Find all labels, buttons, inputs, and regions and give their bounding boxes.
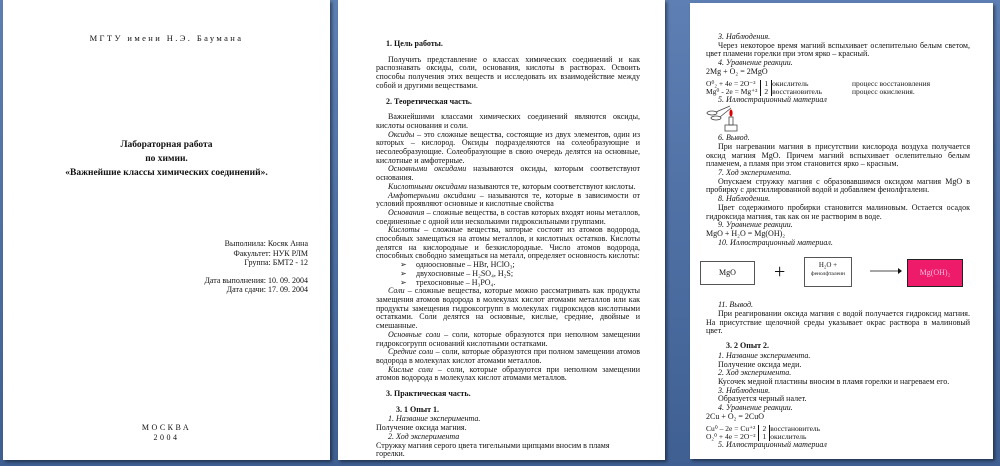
text-segment: 9. Уравнение реакции.: [718, 220, 793, 230]
redox-cell: Mg⁰ - 2e = Mg⁺²: [706, 86, 758, 96]
text-segment: При реагировании оксида магния с водой получается гидроксид магния. На присутствие щелочной среды указывает окрас раствора в малиновый цвет.: [706, 309, 970, 336]
water-label: H₂O +: [818, 261, 838, 270]
reaction-diagram: [706, 251, 970, 295]
text-segment: 3. Наблюдения.: [718, 32, 771, 41]
text-segment: 3. Практическая часть.: [386, 389, 471, 399]
tongs-burner-illustration: [706, 104, 970, 134]
section-heading: [386, 98, 640, 107]
phenolphthalein-label: фенолфталеин: [811, 271, 845, 278]
text-segment: MgO + H₂O = Mg(OH)₂: [706, 228, 786, 238]
text-segment: Стружку магния серого цвета тигельными щипцами вносим в пламя горелки.: [376, 440, 610, 459]
plus-sign: +: [774, 261, 786, 284]
text-segment: Опускаем стружку магния с образовавшимся оксидом магния MgO в пробирку с дистиллированной водой и добавляем фенолфталеин.: [706, 176, 970, 195]
redox-cell: 1: [759, 433, 770, 441]
term: Средние соли: [388, 347, 434, 357]
redox-cell: O⁰₂ + 4e = 2O⁻²: [706, 78, 756, 88]
author-info: [204, 239, 308, 295]
text-segment: 3. Наблюдения.: [718, 385, 771, 395]
text-line: [706, 413, 970, 422]
section-heading: [386, 40, 640, 49]
step-label: [706, 96, 970, 105]
redox-cell: окислитель: [770, 431, 807, 441]
redox-cell: восстановитель: [772, 86, 822, 96]
text-segment: 4. Уравнение реакции.: [718, 403, 793, 413]
text-segment: 10. Иллюстрационный материал.: [718, 237, 833, 247]
city: МОСКВА: [141, 423, 192, 432]
author: Выполнила: Косяк Анна: [224, 239, 308, 248]
university-name: МГТУ имени Н.Э. Баумана: [89, 33, 244, 43]
bullet-arrow-icon: ➢: [400, 260, 407, 270]
tongs-burner-icon: [706, 104, 766, 134]
paragraph: [376, 331, 640, 348]
term: Основания: [388, 207, 425, 217]
text-line: [376, 442, 640, 459]
redox-cell: 2: [761, 88, 772, 96]
text-segment: 5. Иллюстрационный материал: [718, 94, 827, 104]
text-segment: одноосновные – HBr, HClO₃;: [416, 260, 515, 270]
text-segment: Важнейшими классами химических соединений являются оксиды, кислоты основания и соли.: [376, 112, 640, 130]
paragraph: [706, 204, 970, 221]
term: Амфотерными оксидами: [388, 190, 476, 200]
paragraph: [376, 287, 640, 331]
city-year: [3, 423, 330, 443]
text-segment: называются те, которым соответствуют кислоты.: [466, 181, 636, 191]
title-line: по химии.: [145, 154, 188, 164]
text-segment: 11. Вывод.: [718, 300, 754, 310]
text-segment: 2. Ход эксперимента: [388, 431, 460, 441]
year: 2004: [153, 433, 180, 442]
arrow-icon: [870, 267, 902, 278]
text-segment: Получение оксида магния.: [376, 423, 467, 433]
step-label: [706, 239, 970, 248]
text-segment: называются оксиды, которым соответствуют основания.: [376, 164, 641, 183]
title-page: [3, 0, 330, 460]
text-segment: – сложные вещества, которые состоят из атомов водорода, способных замещаться на атомы металлов, и кислотных остатков. Кислоты делятся на кислородные и безкислородные. Число атомов водорода, способных свободно замещаться на металл, определяет основность кислоты:: [376, 225, 640, 261]
paragraph: [706, 42, 970, 59]
report-title: [3, 138, 330, 180]
title-line: «Важнейшие классы химических соединений».: [65, 168, 268, 178]
paragraph: [376, 192, 640, 209]
water-phenolphthalein-box: [804, 257, 852, 287]
page-3-content: [706, 33, 970, 449]
paragraph: [376, 366, 640, 383]
date-submitted: Дата сдачи: 17. 09. 2004: [226, 285, 308, 294]
text-segment: Образуется черный налет.: [718, 394, 807, 404]
bullet-item: [376, 279, 640, 288]
paragraph: [706, 310, 970, 336]
bullet-arrow-icon: ➢: [400, 268, 407, 278]
text-segment: двухосновные – H₂SO₄, H₂S;: [416, 268, 514, 278]
text-segment: 2. Ход эксперимента.: [718, 368, 792, 378]
redox-cell: Cu⁰ – 2e = Cu⁺²: [706, 423, 756, 433]
text-segment: – соли, которые образуются при неполном замещении гидроксогрупп оснований кислотными остатками.: [376, 329, 640, 348]
redox-cell: 1: [761, 80, 772, 88]
faculty: Факультет: НУК РЛМ: [233, 248, 308, 258]
page-3: [690, 3, 993, 459]
title-line: Лабораторная работа: [120, 140, 213, 150]
redox-table: [706, 425, 850, 441]
redox-cell: процесс восстановления: [851, 78, 931, 88]
text-segment: 1. Название эксперимента.: [388, 414, 481, 424]
group: Группа: БМТ2 - 12: [244, 258, 308, 267]
mg-oh2-box: Mg(OH)₂: [907, 259, 963, 287]
paragraph: [706, 143, 970, 169]
text-segment: 3. 2 Опыт 2.: [726, 341, 770, 351]
text-segment: трехосновные – H₃PO₄.: [416, 277, 496, 287]
text-segment: Получение оксида меди.: [718, 359, 802, 369]
paragraph: [376, 113, 640, 130]
subsection-heading: [726, 342, 970, 351]
text-segment: 6. Вывод.: [718, 133, 750, 143]
redox-table: [706, 80, 934, 96]
text-segment: – называются те, которые в зависимости от условий проявляют основные и кислотные свойства: [376, 190, 640, 209]
section-heading: [386, 390, 640, 399]
bullet-arrow-icon: ➢: [400, 277, 407, 287]
text-segment: Кусочек медной пластины вносим в пламя горелки и нагреваем его.: [718, 376, 950, 386]
text-segment: – это сложные вещества, состоящие из двух элементов, один из которых – кислород. Оксиды подразделяются на солеобразующие и несолеобразующие. Солеобразующие в свою очередь делятся на основные, кислотные и амфотерные.: [376, 129, 640, 165]
term: Соли: [388, 286, 405, 296]
text-segment: 1. Цель работы.: [386, 39, 443, 48]
page-2-content: [376, 33, 640, 459]
paragraph: [376, 226, 640, 261]
term: Оксиды: [388, 129, 415, 139]
paragraph: [706, 178, 970, 195]
text-segment: Через некоторое время магний вспыхивает ослепительно белым светом, цвет пламени горелки при этом ярко – красный.: [706, 40, 970, 59]
text-segment: 5. Иллюстрационный материал: [718, 439, 827, 449]
text-segment: 2Cu + O₂ = 2CuO: [706, 411, 765, 421]
paragraph: [376, 348, 640, 365]
step-label: [706, 441, 970, 450]
text-segment: 1. Название эксперимента.: [718, 350, 811, 360]
redox-cell: восстановитель: [770, 423, 821, 433]
redox-cell: 2: [759, 425, 770, 433]
text-segment: 8. Наблюдения.: [718, 194, 771, 204]
text-segment: При нагревании магния в присутствии кислорода воздуха получается оксид магния MgO. Причем магний вспыхивает ослепительно белым пламенем, а пламя при этом становится ярко – красным.: [706, 141, 970, 169]
mgo-box: MgO: [700, 261, 755, 285]
text-segment: Получить представление о классах химических соединений и как распознавать оксиды, соли, основания, кислоты в растворах. Освоить способы получения этих веществ и исследовать их взаимодействие между собой и другими веществами.: [376, 54, 640, 90]
term: Основными оксидами: [388, 164, 467, 174]
page-2: [338, 0, 665, 460]
redox-cell: O₂⁰ + 4e = 2O⁻²: [706, 431, 756, 441]
subsection-heading: [396, 406, 640, 415]
term: Кислоты: [388, 225, 420, 235]
text-segment: – сложные вещества, которые можно рассматривать как продукты замещения атомов водорода в молекулах кислот атомами металлов или как продукты замещения гидроксогрупп в молекулах гидроксидов кислотными остатками. Соли делятся на основные, кислые, средние, двойные и смешанные.: [376, 286, 640, 331]
text-segment: – соли, которые образуются при полном замещении атомов водорода в молекулах кислот атомами металлов.: [376, 347, 640, 365]
text-segment: 3. 1 Опыт 1.: [396, 404, 440, 414]
text-line: [706, 68, 970, 77]
paragraph: [376, 209, 640, 226]
term: Основные соли: [388, 329, 441, 339]
text-segment: Цвет содержимого пробирки становится малиновым. Остается осадок гидроксида магния, так как он не растворим в воде.: [706, 202, 970, 221]
paragraph: [376, 165, 640, 182]
date-done: Дата выполнения: 10. 09. 2004: [204, 275, 308, 285]
text-segment: 2. Теоретическая часть.: [386, 96, 472, 106]
text-segment: 4. Уравнение реакции.: [718, 58, 793, 68]
text-segment: – сложные вещества, в состав которых входят ионы металлов, соединенные с одной или несколькими гидроксильными группами.: [376, 207, 640, 226]
redox-cell: окислитель: [772, 78, 809, 88]
paragraph: [376, 131, 640, 166]
text-segment: 2Mg + O₂ = 2MgO: [706, 66, 768, 76]
paragraph: [376, 56, 640, 91]
term: Кислые соли: [388, 364, 433, 374]
redox-cell: процесс окисления.: [851, 86, 915, 96]
term: Кислотными оксидами: [388, 181, 467, 191]
text-segment: 7. Ход эксперимента.: [718, 168, 792, 178]
text-segment: – соли, которые образуются при неполном замещении атомов водорода в молекулах кислот атомами металлов.: [376, 364, 640, 383]
